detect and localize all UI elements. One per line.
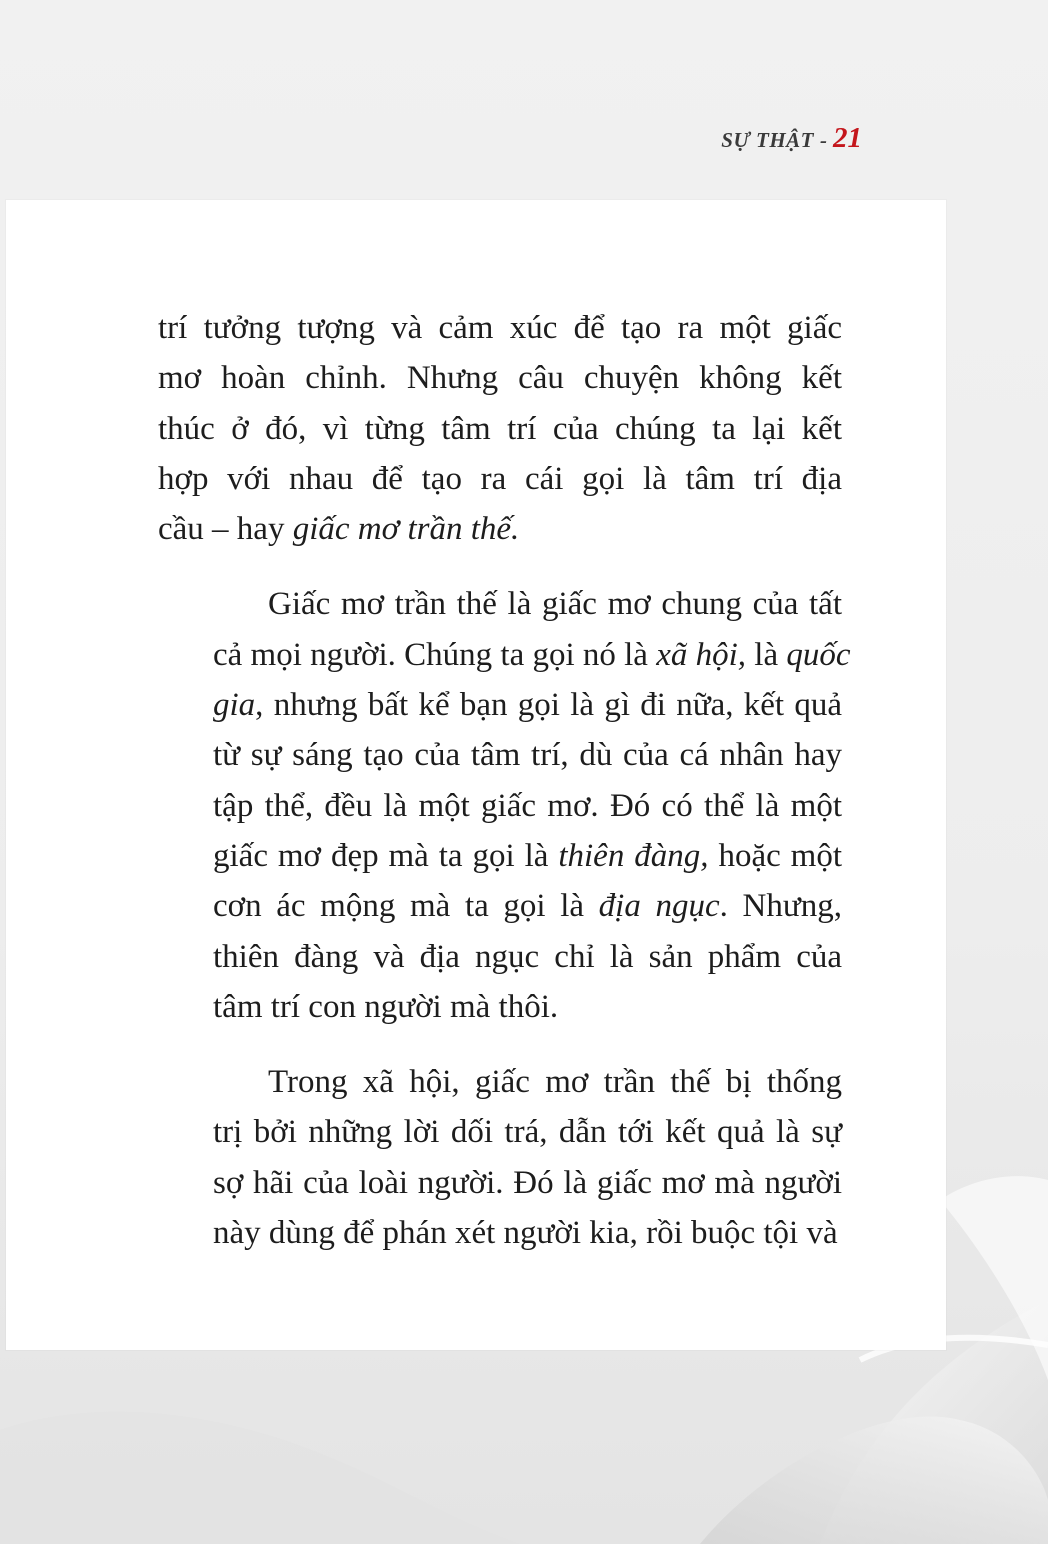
italic-text: xã hội, [656,636,747,673]
text-line [158,1208,842,1258]
text-line [158,353,842,403]
text-run: tập thể, đều là một giấc mơ. Đó có thể là một [213,787,842,824]
text-line [158,1158,842,1208]
text-line [158,504,842,554]
text-line [158,781,842,831]
text-run: này dùng để phán xét người kia, rồi buộc tội và [213,1215,838,1252]
paragraph [158,1057,842,1258]
text-run: thiên đàng và địa ngục chỉ là sản phẩm của [213,938,842,975]
text-run: tâm trí con người mà thôi. [213,988,559,1025]
text-run: từ sự sáng tạo của tâm trí, dù của cá nhân hay [213,737,842,774]
text-line [158,579,842,629]
text-line [158,303,842,353]
text-run: cơn ác mộng mà ta gọi là [213,888,599,925]
italic-text: giấc mơ trần thế. [292,511,520,548]
header-separator: - [820,128,827,152]
text-run: thúc ở đó, vì từng tâm trí của chúng ta lại kết [158,410,842,447]
italic-text: gia [213,687,256,724]
text-run: sợ hãi của loài người. Đó là giấc mơ mà người [213,1164,842,1201]
text-run: , nhưng bất kể bạn gọi là gì đi nữa, kết quả [255,687,842,724]
page-number: 21 [833,122,862,154]
paragraph [158,303,842,554]
italic-text: quốc [786,636,851,673]
paragraph [158,579,851,1032]
text-run: trị bởi những lời dối trá, dẫn tới kết quả là sự [213,1114,842,1151]
text-line [158,1057,842,1107]
text-line [158,881,842,931]
text-line [158,932,842,982]
text-run: . Nhưng, [719,888,842,925]
panel-bottom-rule [6,1346,870,1350]
text-run: giấc mơ đẹp mà ta gọi là [213,837,559,874]
text-run: hoặc một [708,837,843,874]
text-line [158,680,842,730]
running-title: SỰ THẬT [721,128,814,152]
text-run: hợp với nhau để tạo ra cái gọi là tâm trí địa [158,460,842,497]
text-line [158,454,842,504]
text-run: là [746,636,787,673]
text-run: trí tưởng tượng và cảm xúc để tạo ra một giấc [158,310,842,346]
text-run: Giấc mơ trần thế là giấc mơ chung của tất [268,586,842,623]
text-line [158,831,842,881]
text-run: Trong xã hội, giấc mơ trần thế bị thống [268,1064,842,1101]
italic-text: thiên đàng, [558,837,709,874]
text-line [158,730,842,780]
text-line [158,630,851,680]
body-text [158,303,851,1258]
text-run: cầu – hay [158,511,293,548]
text-line [158,982,842,1032]
running-header [721,122,862,155]
text-line [158,404,842,454]
text-run: mơ hoàn chỉnh. Nhưng câu chuyện không kết [158,360,842,397]
text-run: cả mọi người. Chúng ta gọi nó là [213,636,657,673]
italic-text: địa ngục [598,888,720,925]
text-line [158,1107,842,1157]
